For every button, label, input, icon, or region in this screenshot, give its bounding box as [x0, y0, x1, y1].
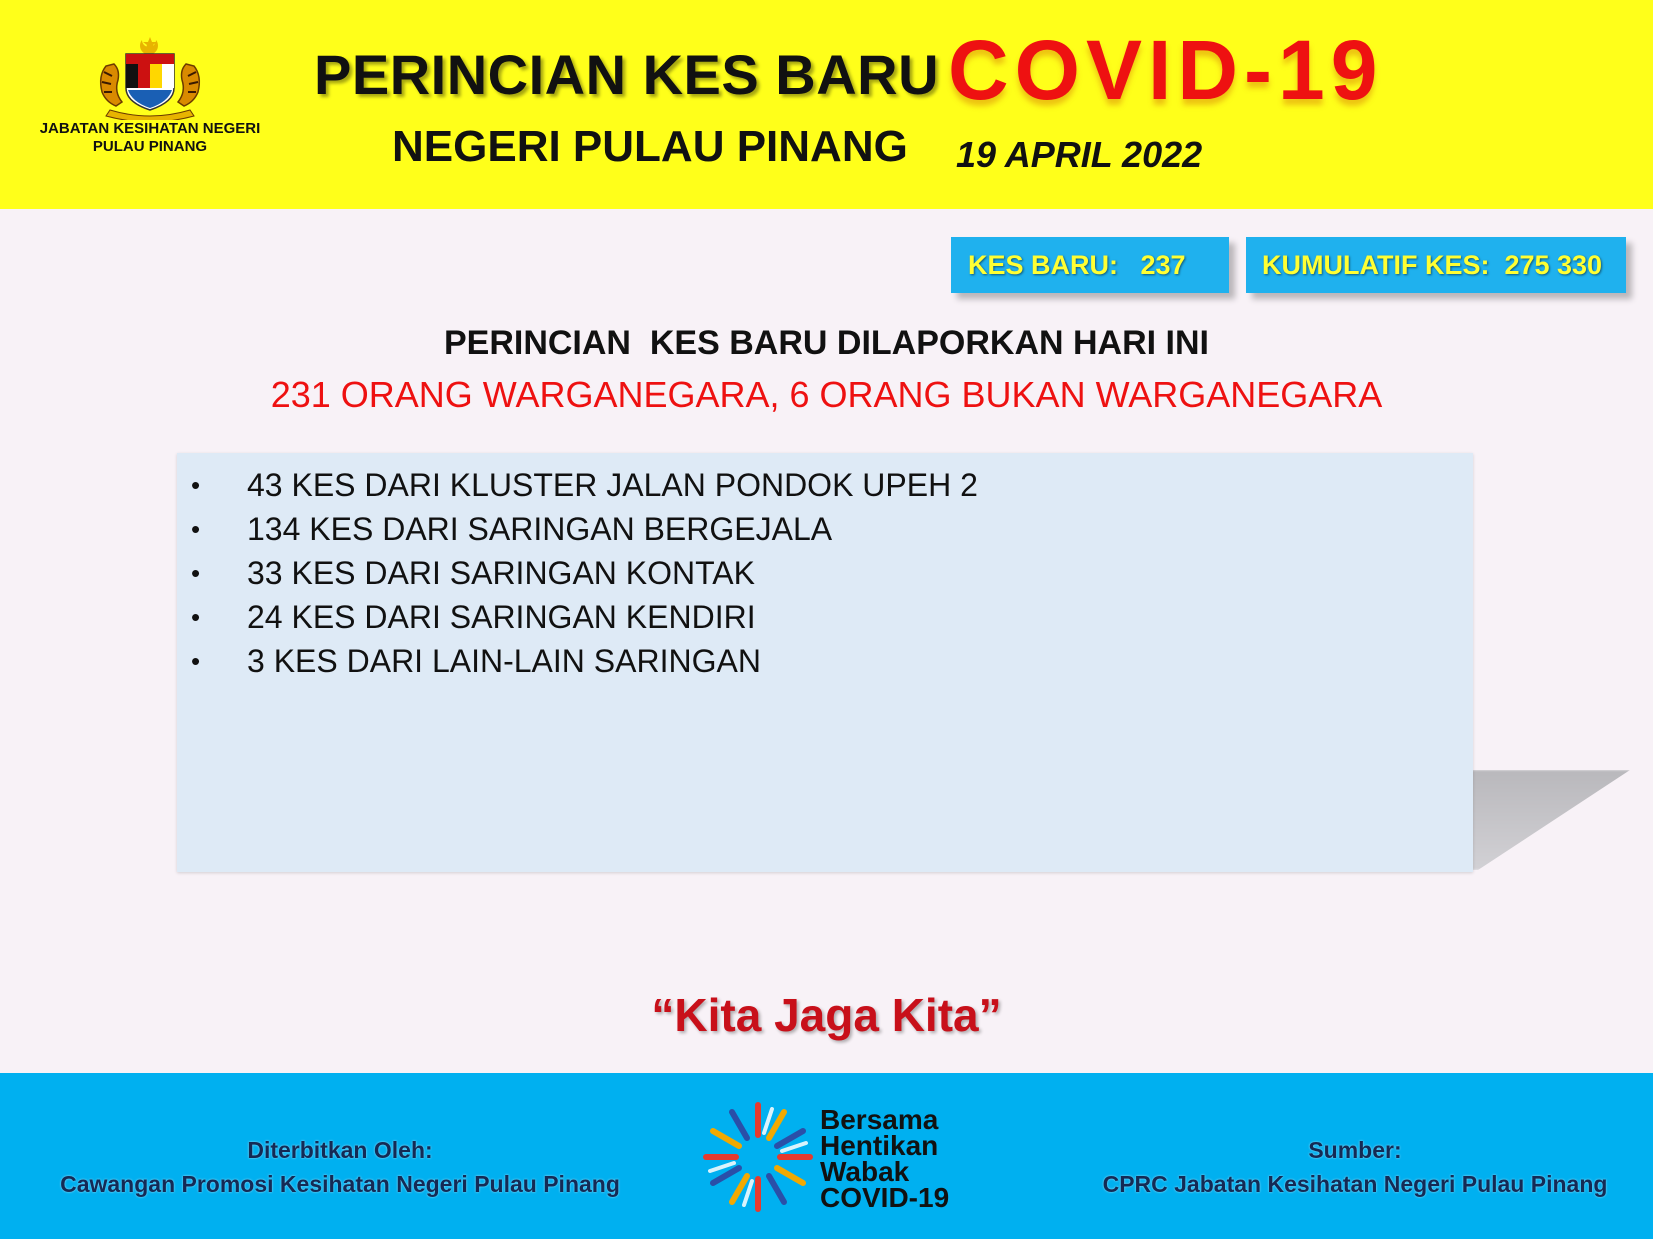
case-details-panel [177, 453, 1473, 872]
list-item [177, 551, 1473, 595]
list-item-text: 3 KES DARI LAIN-LAIN SARINGAN [247, 643, 761, 679]
covid-title: COVID-19 [948, 23, 1384, 117]
publisher-label: Diterbitkan Oleh: [247, 1137, 433, 1163]
campaign-text [820, 1104, 950, 1213]
summary-heading: PERINCIAN KES BARU DILAPORKAN HARI INI [443, 324, 1210, 362]
new-cases-badge: KES BARU: 237 [951, 237, 1229, 293]
list-item-text: 134 KES DARI SARINGAN BERGEJALA [247, 511, 833, 547]
agency-name-line1: JABATAN KESIHATAN NEGERI [39, 120, 261, 137]
page-title: PERINCIAN KES BARU [314, 43, 940, 106]
list-item [177, 595, 1473, 639]
summary-breakdown: 231 ORANG WARGANEGARA, 6 ORANG BUKAN WARGANEGARA [270, 374, 1383, 415]
campaign-line4: COVID-19 [820, 1182, 950, 1213]
bullet-icon: • [191, 470, 201, 500]
campaign-line3: Wabak [820, 1156, 910, 1187]
footer-bar [0, 1073, 1653, 1239]
campaign-logo [700, 1097, 970, 1217]
slogan: “Kita Jaga Kita” [651, 989, 1002, 1041]
case-details-list [177, 453, 1473, 683]
bullet-icon: • [191, 646, 201, 676]
bullet-icon: • [191, 558, 201, 588]
campaign-line1: Bersama [820, 1104, 939, 1135]
list-item [177, 507, 1473, 551]
cumulative-cases-badge: KUMULATIF KES: 275 330 [1246, 237, 1626, 293]
report-date: 19 APRIL 2022 [956, 134, 1203, 175]
coat-of-arms-icon [90, 36, 210, 120]
source-block [1085, 1133, 1625, 1201]
list-item [177, 463, 1473, 507]
publisher-block [40, 1133, 640, 1201]
publisher-name: Cawangan Promosi Kesihatan Negeri Pulau Pinang [60, 1171, 620, 1197]
source-label: Sumber: [1308, 1137, 1402, 1163]
bullet-icon: • [191, 602, 201, 632]
header-banner [0, 0, 1653, 209]
sunburst-logo-icon [700, 1099, 816, 1215]
source-name: CPRC Jabatan Kesihatan Negeri Pulau Pinang [1102, 1171, 1608, 1197]
list-item-text: 24 KES DARI SARINGAN KENDIRI [247, 599, 756, 635]
bullet-icon: • [191, 514, 201, 544]
state-subtitle: NEGERI PULAU PINANG [392, 122, 908, 171]
campaign-line2: Hentikan [820, 1130, 939, 1161]
list-item-text: 33 KES DARI SARINGAN KONTAK [247, 555, 755, 591]
agency-name-line2: PULAU PINANG [92, 138, 208, 155]
list-item [177, 639, 1473, 683]
list-item-text: 43 KES DARI KLUSTER JALAN PONDOK UPEH 2 [247, 467, 978, 503]
agency-block [20, 36, 280, 156]
